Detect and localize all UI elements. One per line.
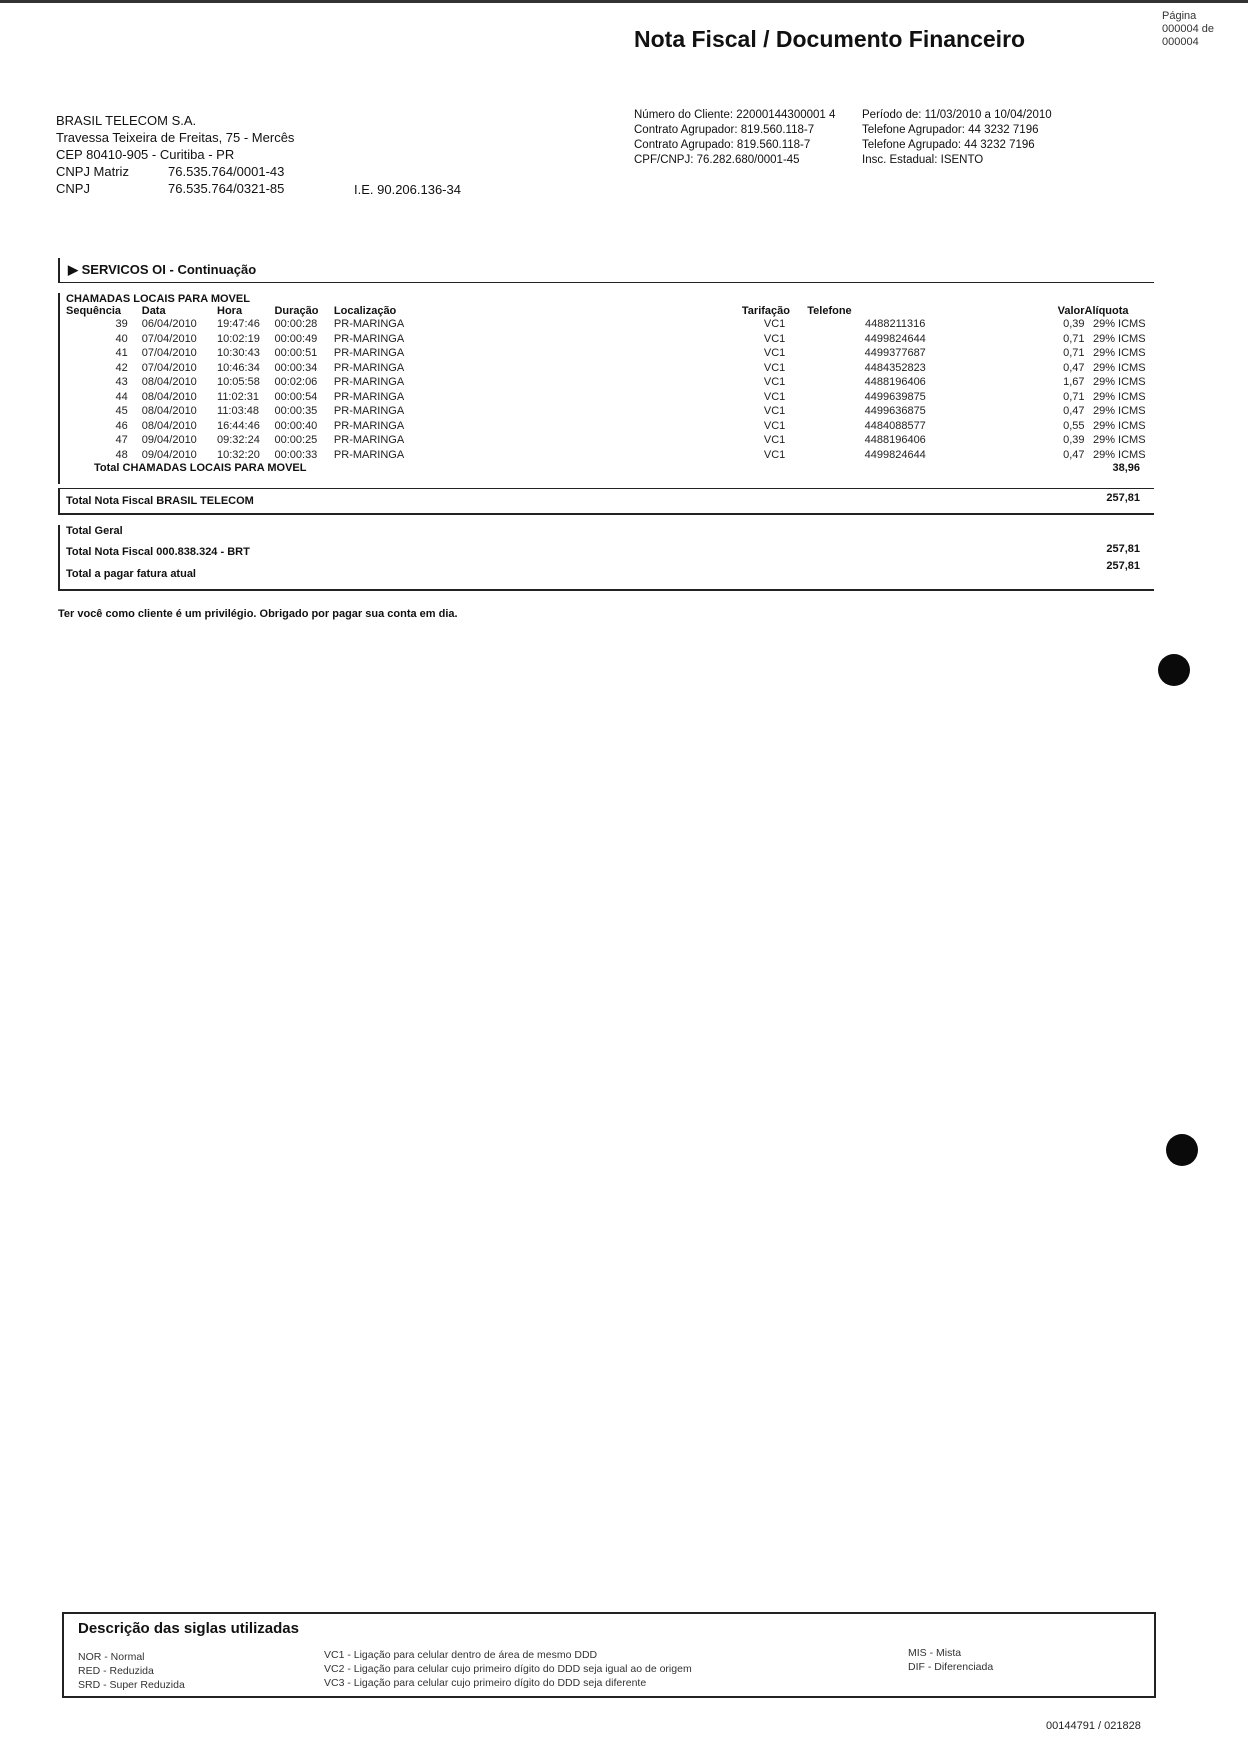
cell-hora: 10:46:34 [217, 361, 260, 374]
cnpj-label: CNPJ [56, 181, 90, 196]
cell-hora: 10:05:58 [217, 376, 260, 388]
col-tarifacao: Tarifação [741, 305, 790, 317]
cell-tarifacao: VC1 [763, 361, 786, 374]
cell-duracao: 00:00:49 [274, 332, 318, 345]
cell-valor: 0,71 [1063, 332, 1085, 345]
company-cep: CEP 80410-905 - Curitiba - PR [56, 147, 235, 162]
cell-telefone: 4488196406 [864, 434, 926, 446]
cell-data: 08/04/2010 [141, 376, 197, 388]
cell-aliquota: 29% ICMS [1092, 347, 1146, 359]
group-total-label: Total CHAMADAS LOCAIS PARA MOVEL [94, 462, 307, 474]
cell-duracao: 00:00:35 [274, 405, 318, 417]
col-duracao: Duração [274, 305, 319, 317]
cell-telefone: 4488196406 [864, 376, 926, 388]
table-row [60, 448, 1154, 463]
cell-sequencia: 45 [115, 405, 128, 417]
cell-localizacao: PR-MARINGA [333, 332, 405, 345]
cell-tarifacao: VC1 [763, 347, 786, 359]
cell-aliquota: 29% ICMS [1092, 390, 1146, 403]
cell-telefone: 4484352823 [864, 361, 926, 374]
cell-telefone: 4499639875 [864, 390, 926, 403]
total-geral-label: Total Geral [66, 525, 123, 537]
cell-valor: 0,39 [1063, 318, 1085, 330]
services-section [58, 258, 1154, 591]
cell-tarifacao: VC1 [763, 434, 786, 446]
cell-data: 07/04/2010 [141, 347, 197, 359]
cell-localizacao: PR-MARINGA [333, 448, 405, 461]
cell-data: 09/04/2010 [141, 434, 197, 446]
legend-other-types [908, 1646, 993, 1674]
cell-sequencia: 41 [115, 347, 128, 359]
cell-data: 08/04/2010 [141, 390, 197, 403]
col-sequencia: Sequência [66, 305, 122, 317]
cell-tarifacao: VC1 [763, 448, 786, 461]
col-data: Data [141, 305, 166, 317]
cell-hora: 11:02:31 [217, 390, 260, 403]
cell-aliquota: 29% ICMS [1092, 405, 1146, 417]
table-row [60, 433, 1154, 448]
table-row [60, 361, 1154, 376]
legend-item: VC2 - Ligação para celular cujo primeiro dígito do DDD seja igual ao de origem [324, 1663, 692, 1675]
cell-sequencia: 39 [115, 318, 128, 330]
nf-total-label: Total Nota Fiscal BRASIL TELECOM [66, 495, 254, 507]
legend-item: NOR - Normal [78, 1651, 145, 1663]
telefone-agrupador: Telefone Agrupador: 44 3232 7196 [862, 124, 1039, 136]
page-indicator [1162, 10, 1242, 49]
cell-duracao: 00:00:51 [274, 347, 318, 359]
company-name: BRASIL TELECOM S.A. [56, 113, 197, 128]
cell-aliquota: 29% ICMS [1092, 448, 1146, 461]
cell-localizacao: PR-MARINGA [333, 419, 405, 432]
group-total-value: 38,96 [1112, 462, 1140, 474]
cell-sequencia: 47 [115, 434, 128, 446]
cell-hora: 16:44:46 [217, 419, 260, 432]
legend-title: Descrição das siglas utilizadas [78, 1620, 299, 1637]
nf-total-row [58, 489, 1154, 513]
cpf-cnpj: CPF/CNPJ: 76.282.680/0001-45 [634, 154, 800, 166]
col-aliquota: Alíquota [1084, 305, 1129, 317]
cell-data: 09/04/2010 [141, 448, 197, 461]
cell-hora: 10:32:20 [217, 448, 260, 461]
cell-sequencia: 40 [115, 332, 128, 345]
cell-tarifacao: VC1 [763, 390, 786, 403]
cell-duracao: 00:00:33 [274, 448, 318, 461]
cnpj-matriz: 76.535.764/0001-43 [168, 164, 285, 179]
total-nota-label: Total Nota Fiscal 000.838.324 - BRT [66, 546, 250, 558]
cell-telefone: 4484088577 [864, 419, 926, 432]
cell-tarifacao: VC1 [763, 332, 786, 345]
inscricao-estadual: I.E. 90.206.136-34 [354, 182, 461, 197]
page-number: 000004 de [1162, 23, 1214, 35]
cell-tarifacao: VC1 [763, 376, 786, 388]
total-pagar-value: 257,81 [1106, 560, 1140, 572]
contrato-agrupado: Contrato Agrupado: 819.560.118-7 [634, 139, 811, 151]
cell-duracao: 00:00:34 [274, 361, 318, 374]
cell-valor: 1,67 [1063, 376, 1085, 388]
client-number: Número do Cliente: 22000144300001 4 [634, 109, 836, 121]
total-nota-value: 257,81 [1106, 543, 1140, 555]
legend-box [62, 1612, 1156, 1698]
cell-duracao: 00:02:06 [274, 376, 318, 388]
total-pagar-label: Total a pagar fatura atual [66, 568, 196, 580]
cell-valor: 0,39 [1063, 434, 1085, 446]
cell-hora: 19:47:46 [217, 318, 260, 330]
cell-duracao: 00:00:28 [274, 318, 318, 330]
cell-localizacao: PR-MARINGA [333, 390, 405, 403]
cell-data: 07/04/2010 [141, 361, 197, 374]
cell-valor: 0,71 [1063, 390, 1085, 403]
cell-valor: 0,47 [1063, 448, 1085, 461]
cell-aliquota: 29% ICMS [1092, 434, 1146, 446]
cell-data: 08/04/2010 [141, 405, 197, 417]
cell-hora: 11:03:48 [217, 405, 260, 417]
table-row [60, 390, 1154, 405]
contrato-agrupador: Contrato Agrupador: 819.560.118-7 [634, 124, 815, 136]
cell-telefone: 4499824644 [864, 332, 926, 345]
cell-hora: 09:32:24 [217, 434, 260, 446]
col-hora: Hora [217, 305, 243, 317]
legend-tariff-types [78, 1650, 185, 1692]
cell-aliquota: 29% ICMS [1092, 318, 1146, 330]
page-label: Página [1162, 10, 1197, 22]
cell-aliquota: 29% ICMS [1092, 332, 1146, 345]
cnpj: 76.535.764/0321-85 [168, 181, 285, 196]
company-info [56, 112, 294, 197]
section-title: ▶ SERVICOS OI - Continuação [58, 258, 1154, 283]
col-valor: Valor [1057, 305, 1085, 317]
cell-localizacao: PR-MARINGA [333, 405, 405, 417]
nf-total-value: 257,81 [1106, 492, 1140, 504]
totals-block [58, 525, 1154, 589]
cell-localizacao: PR-MARINGA [333, 434, 405, 446]
cnpj-matriz-label: CNPJ Matriz [56, 164, 129, 179]
legend-call-types [324, 1648, 692, 1690]
cell-data: 08/04/2010 [141, 419, 197, 432]
page-total: 000004 [1162, 36, 1199, 48]
col-localizacao: Localização [333, 305, 397, 317]
cell-valor: 0,47 [1063, 361, 1085, 374]
cell-tarifacao: VC1 [763, 419, 786, 432]
table-row [60, 404, 1154, 419]
cell-localizacao: PR-MARINGA [333, 318, 405, 330]
cell-localizacao: PR-MARINGA [333, 376, 405, 388]
cell-data: 06/04/2010 [141, 318, 197, 330]
client-info [634, 108, 835, 168]
cell-aliquota: 29% ICMS [1092, 419, 1146, 432]
punch-hole [1158, 654, 1190, 686]
calls-body [60, 317, 1154, 462]
table-row [60, 332, 1154, 347]
legend-item: MIS - Mista [908, 1647, 962, 1659]
cell-sequencia: 43 [115, 376, 128, 388]
cell-valor: 0,47 [1063, 405, 1085, 417]
cell-telefone: 4499824644 [864, 448, 926, 461]
table-row [60, 419, 1154, 434]
insc-estadual: Insc. Estadual: ISENTO [862, 154, 984, 166]
table-row [60, 375, 1154, 390]
cell-data: 07/04/2010 [141, 332, 197, 345]
thank-you-message: Ter você como cliente é um privilégio. Obrigado por pagar sua conta em dia. [58, 608, 458, 620]
cell-sequencia: 44 [115, 390, 128, 403]
cell-aliquota: 29% ICMS [1092, 376, 1146, 388]
cell-telefone: 4499636875 [864, 405, 926, 417]
divider [58, 589, 1154, 591]
group-title: CHAMADAS LOCAIS PARA MOVEL [66, 293, 250, 305]
document-code: 00144791 / 021828 [1046, 1720, 1141, 1732]
telefone-agrupado: Telefone Agrupado: 44 3232 7196 [862, 139, 1035, 151]
cell-telefone: 4499377687 [864, 347, 926, 359]
legend-item: DIF - Diferenciada [908, 1661, 994, 1673]
cell-duracao: 00:00:25 [274, 434, 318, 446]
cell-valor: 0,71 [1063, 347, 1085, 359]
legend-item: SRD - Super Reduzida [78, 1679, 185, 1691]
period-info [862, 108, 1052, 168]
legend-item: VC3 - Ligação para celular cujo primeiro dígito do DDD seja diferente [324, 1677, 647, 1689]
table-row [60, 317, 1154, 332]
document-title: Nota Fiscal / Documento Financeiro [634, 26, 1026, 52]
table-row [60, 346, 1154, 361]
group-total-row [60, 462, 1154, 478]
table-header [60, 305, 1154, 317]
cell-tarifacao: VC1 [763, 318, 786, 330]
cell-hora: 10:30:43 [217, 347, 260, 359]
cell-localizacao: PR-MARINGA [333, 361, 405, 374]
punch-hole [1166, 1134, 1198, 1166]
cell-duracao: 00:00:40 [274, 419, 318, 432]
col-telefone: Telefone [807, 305, 852, 317]
cell-duracao: 00:00:54 [274, 390, 318, 403]
billing-period: Período de: 11/03/2010 a 10/04/2010 [862, 109, 1052, 121]
cell-aliquota: 29% ICMS [1092, 361, 1146, 374]
company-address: Travessa Teixeira de Freitas, 75 - Mercês [56, 130, 295, 145]
legend-item: RED - Reduzida [78, 1665, 154, 1677]
cell-sequencia: 46 [115, 419, 128, 432]
cell-localizacao: PR-MARINGA [333, 347, 405, 359]
cell-valor: 0,55 [1063, 419, 1085, 432]
top-border [0, 0, 1248, 3]
cell-tarifacao: VC1 [763, 405, 786, 417]
cell-sequencia: 42 [115, 361, 128, 374]
legend-item: VC1 - Ligação para celular dentro de área de mesmo DDD [324, 1649, 598, 1661]
cell-sequencia: 48 [115, 448, 128, 461]
cell-hora: 10:02:19 [217, 332, 260, 345]
cell-telefone: 4488211316 [865, 318, 926, 330]
divider [58, 513, 1154, 515]
calls-table [60, 305, 1154, 462]
